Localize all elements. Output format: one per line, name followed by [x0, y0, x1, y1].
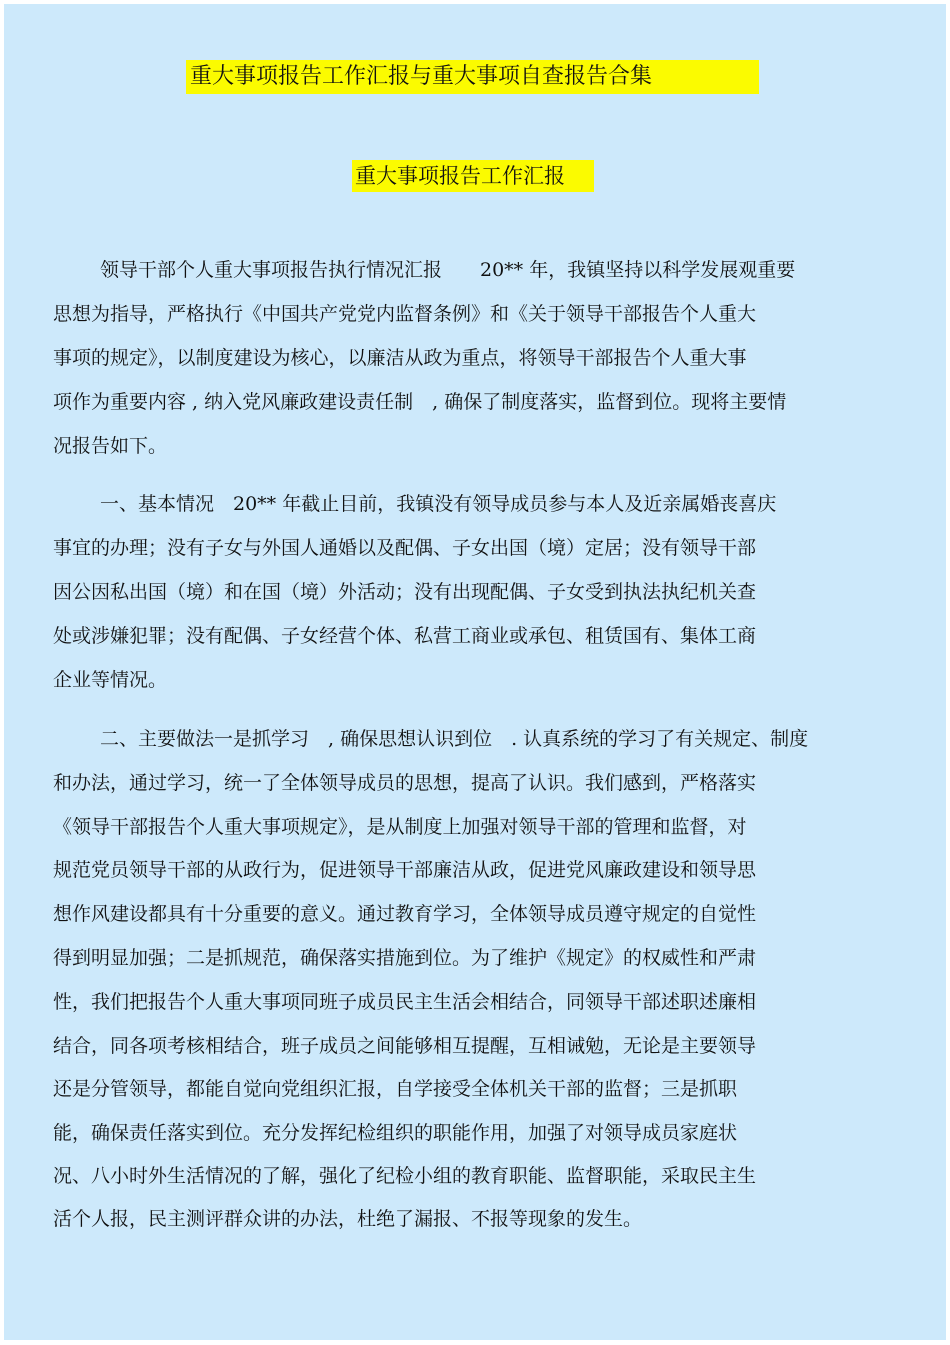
paragraph-1-line-1: 领导干部个人重大事项报告执行情况汇报 20** 年，我镇坚持以科学发展观重要 [100, 259, 796, 281]
document-main-title: 重大事项报告工作汇报与重大事项自查报告合集 [186, 60, 759, 94]
paragraph-3-line-12: 活个人报，民主测评群众讲的办法，杜绝了漏报、不报等现象的发生。 [53, 1208, 643, 1230]
paragraph-2-line-5: 企业等情况。 [53, 669, 168, 691]
paragraph-1-line-3: 事项的规定》，以制度建设为核心，以廉洁从政为重点，将领导干部报告个人重大事 [53, 347, 747, 369]
paragraph-2-line-1: 一、基本情况 20** 年截止目前，我镇没有领导成员参与本人及近亲属婚丧喜庆 [100, 493, 777, 515]
paragraph-1-line-4: 项作为重要内容 , 纳入党风廉政建设责任制 , 确保了制度落实，监督到位。现将主要情 [53, 391, 787, 413]
paragraph-3-line-6: 得到明显加强；二是抓规范，确保落实措施到位。为了维护《规定》的权威性和严肃 [53, 947, 757, 969]
paragraph-2-line-2: 事宜的办理；没有子女与外国人通婚以及配偶、子女出国（境）定居；没有领导干部 [53, 537, 757, 559]
paragraph-1-line-5: 况报告如下。 [53, 435, 168, 457]
paragraph-3-line-3: 《领导干部报告个人重大事项规定》，是从制度上加强对领导干部的管理和监督，对 [53, 816, 747, 838]
paragraph-3-line-4: 规范党员领导干部的从政行为，促进领导干部廉洁从政，促进党风廉政建设和领导思 [53, 859, 757, 881]
paragraph-3-line-8: 结合，同各项考核相结合，班子成员之间能够相互提醒，互相诫勉，无论是主要领导 [53, 1035, 757, 1057]
section-title: 重大事项报告工作汇报 [352, 160, 594, 192]
paragraph-3-line-1: 二、主要做法一是抓学习 , 确保思想认识到位 . 认真系统的学习了有关规定、制度 [100, 728, 809, 750]
paragraph-2-line-4: 处或涉嫌犯罪；没有配偶、子女经营个体、私营工商业或承包、租赁国有、集体工商 [53, 625, 757, 647]
paragraph-3-line-10: 能，确保责任落实到位。充分发挥纪检组织的职能作用，加强了对领导成员家庭状 [53, 1122, 738, 1144]
paragraph-1-line-2: 思想为指导，严格执行《中国共产党党内监督条例》和《关于领导干部报告个人重大 [53, 303, 757, 325]
paragraph-3-line-2: 和办法，通过学习，统一了全体领导成员的思想，提高了认识。我们感到，严格落实 [53, 772, 757, 794]
paragraph-3-line-9: 还是分管领导，都能自觉向党组织汇报，自学接受全体机关干部的监督；三是抓职 [53, 1078, 738, 1100]
paragraph-3-line-5: 想作风建设都具有十分重要的意义。通过教育学习，全体领导成员遵守规定的自觉性 [53, 903, 757, 925]
paragraph-3-line-11: 况、八小时外生活情况的了解，强化了纪检小组的教育职能、监督职能，采取民主生 [53, 1165, 757, 1187]
paragraph-3-line-7: 性，我们把报告个人重大事项同班子成员民主生活会相结合，同领导干部述职述廉相 [53, 991, 757, 1013]
paragraph-2-line-3: 因公因私出国（境）和在国（境）外活动；没有出现配偶、子女受到执法执纪机关查 [53, 581, 757, 603]
